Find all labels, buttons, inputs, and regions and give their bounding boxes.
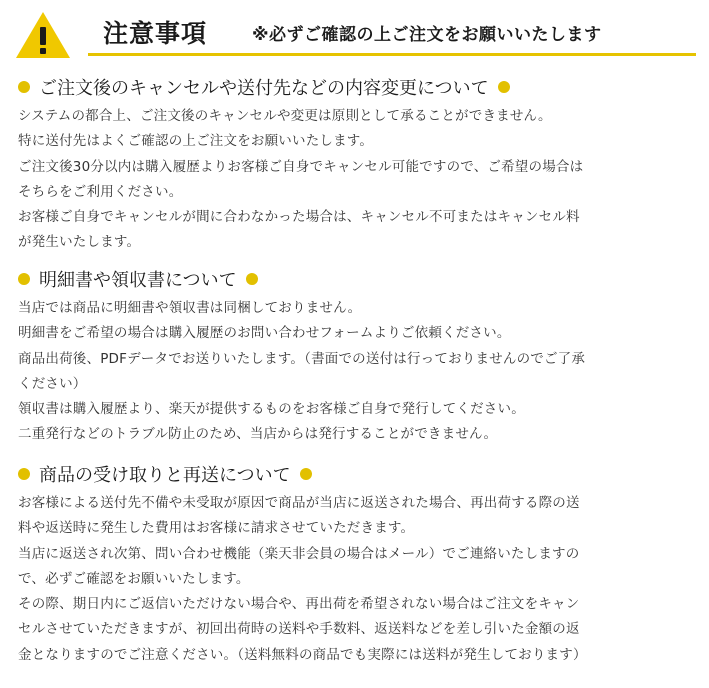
- header-note: ※必ずご確認の上ご注文をお願いいたします: [252, 25, 602, 45]
- text-line: 特に送付先はよくご確認の上ご注文をお願いいたします。: [18, 133, 374, 150]
- text-line: が発生いたします。: [18, 234, 141, 251]
- section-heading-text: ご注文後のキャンセルや送付先などの内容変更について: [39, 78, 489, 99]
- text-line: 当店では商品に明細書や領収書は同梱しておりません。: [18, 300, 362, 316]
- section-heading-text: 商品の受け取りと再送について: [39, 465, 291, 486]
- text-line: ご注文後30分以内は購入履歴よりお客様ご自身でキャンセル可能ですので、ご希望の場合は: [18, 158, 584, 175]
- text-line: 当店に返送され次第、問い合わせ機能（楽天非会員の場合はメール）でご連絡いたしますの: [18, 545, 580, 562]
- text-line: 二重発行などのトラブル防止のため、当店からは発行することができません。: [18, 426, 498, 443]
- text-line: 商品出荷後、PDFデータでお送りいたします。（書面での送付は行っておりませんのでご了承: [18, 350, 586, 367]
- section-body: [18, 491, 702, 668]
- bullet-dot-icon: [18, 81, 30, 93]
- text-line: 領収書は購入履歴より、楽天が提供するものをお客様ご自身で発行してください。: [18, 401, 525, 418]
- section-heading-text: 明細書や領収書について: [39, 270, 237, 291]
- section-order-changes: [18, 74, 702, 256]
- text-line: その際、期日内にご返信いただけない場合や、再出荷を希望されない場合はご注文をキャン: [18, 596, 580, 613]
- header-underline: [88, 53, 696, 56]
- bullet-dot-icon: [300, 468, 312, 480]
- bullet-dot-icon: [18, 468, 30, 480]
- section-heading: [18, 266, 702, 292]
- text-line: で、必ずご確認をお願いいたします。: [18, 570, 250, 587]
- section-body: [18, 104, 702, 256]
- warning-triangle-icon: [14, 10, 72, 60]
- section-heading: [18, 74, 702, 100]
- text-line: お客様ご自身でキャンセルが間に合わなかった場合は、キャンセル不可またはキャンセル料: [18, 209, 580, 226]
- text-line: 料や返送時に発生した費用はお客様に請求させていただきます。: [18, 520, 415, 537]
- section-reshipping: [18, 461, 702, 668]
- section-body: [18, 296, 702, 448]
- bullet-dot-icon: [498, 81, 510, 93]
- text-line: 明細書をご希望の場合は購入履歴のお問い合わせフォームよりご依頼ください。: [18, 325, 511, 342]
- notice-header: [0, 0, 709, 62]
- page-title: 注意事項: [103, 19, 208, 48]
- text-line: セルさせていただきますが、初回出荷時の送料や手数料、返送料などを差し引いた金額の返: [18, 621, 580, 638]
- text-line: お客様による送付先不備や未受取が原因で商品が当店に返送された場合、再出荷する際の送: [18, 495, 580, 511]
- text-line: 金となりますのでご注意ください。（送料無料の商品でも実際には送料が発生しております）: [18, 646, 587, 663]
- text-line: そちらをご利用ください。: [18, 183, 183, 200]
- bullet-dot-icon: [18, 273, 30, 285]
- text-line: システムの都合上、ご注文後のキャンセルや変更は原則として承ることができません。: [18, 108, 552, 124]
- section-receipts: [18, 266, 702, 448]
- bullet-dot-icon: [246, 273, 258, 285]
- section-heading: [18, 461, 702, 487]
- text-line: ください）: [18, 375, 87, 392]
